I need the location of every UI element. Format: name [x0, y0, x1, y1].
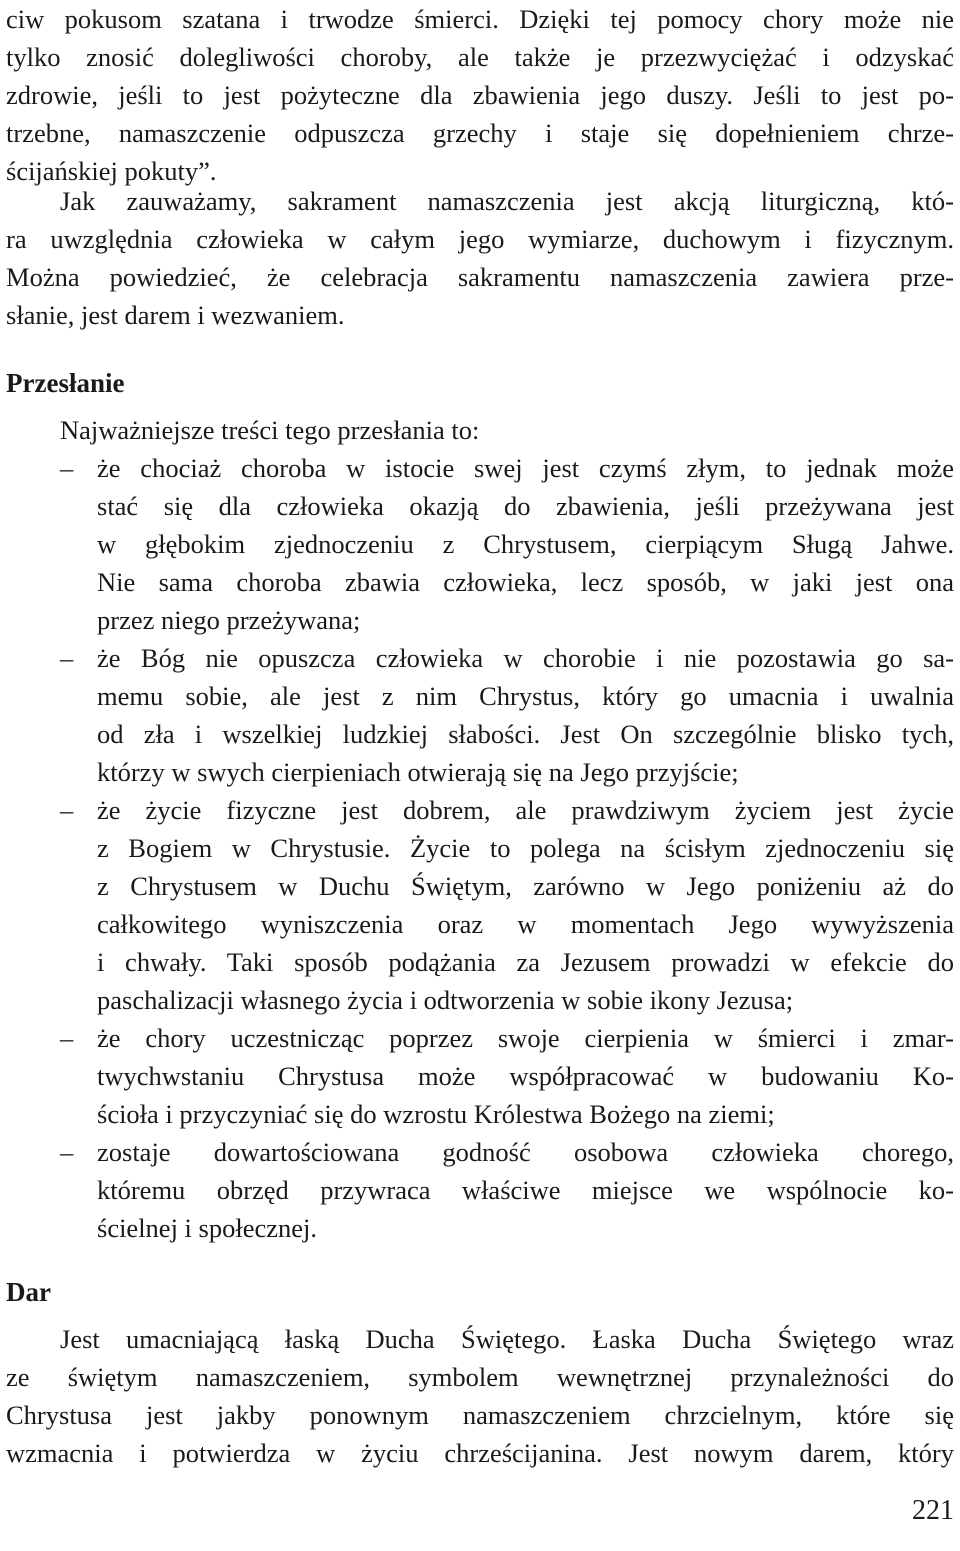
text-line: że Bóg nie opuszcza człowieka w chorobie i nie pozostawia go sa-: [97, 643, 954, 673]
text-line: twychwstaniu Chrystusa może współpracować w budowaniu Ko-: [97, 1061, 954, 1091]
text-line: zostaje dowartościowana godność osobowa człowieka chorego,: [97, 1137, 954, 1167]
list-item: [6, 639, 954, 791]
text-line: że chociaż choroba w istocie swej jest czymś złym, to jednak może: [97, 453, 954, 483]
text-line: słanie, jest darem i wezwaniem.: [6, 300, 345, 330]
list-item: [6, 1133, 954, 1247]
text-line: Jest umacniającą łaską Ducha Świętego. Łaska Ducha Świętego wraz: [60, 1324, 954, 1354]
text-line: ścielnej i społecznej.: [97, 1213, 318, 1243]
text-line: ze świętym namaszczeniem, symbolem wewnętrznej przynależności do: [6, 1362, 954, 1392]
second-paragraph: [6, 182, 954, 334]
text-line: przez niego przeżywana;: [97, 605, 361, 635]
text-line: i chwały. Taki sposób podążania za Jezusem prowadzi w efekcie do: [97, 947, 954, 977]
text-line: z Chrystusem w Duchu Świętym, zarówno w Jego poniżeniu aż do: [97, 871, 954, 901]
text-line: że życie fizyczne jest dobrem, ale prawdziwym życiem jest życie: [97, 795, 954, 825]
text-line: któremu obrzęd przywraca właściwe miejsce we wspólnocie ko-: [97, 1175, 954, 1205]
text-line: od zła i wszelkiej ludzkiej słabości. Jest On szczególnie blisko tych,: [97, 719, 954, 749]
text-line: zdrowie, jeśli to jest pożyteczne dla zbawienia jego duszy. Jeśli to jest po-: [6, 80, 954, 110]
text-line: stać się dla człowieka okazją do zbawienia, jeśli przeżywana jest: [97, 491, 954, 521]
text-line: Nie sama choroba zbawia człowieka, lecz sposób, w jaki jest ona: [97, 567, 954, 597]
text-line: ścijańskiej pokuty”.: [6, 156, 217, 186]
text-line: Chrystusa jest jakby ponownym namaszczeniem chrzcielnym, które się: [6, 1400, 954, 1430]
text-line: Można powiedzieć, że celebracja sakramentu namaszczenia zawiera prze-: [6, 262, 954, 292]
text-line: że chory uczestnicząc poprzez swoje cierpienia w śmierci i zmar-: [97, 1023, 954, 1053]
dash-bullet: –: [60, 1137, 74, 1167]
dar-paragraph: [6, 1320, 954, 1472]
dash-bullet: –: [60, 643, 74, 673]
text-line: memu sobie, ale jest z nim Chrystus, który go umacnia i uwalnia: [97, 681, 954, 711]
text-line: wzmacnia i potwierdza w życiu chrześcijanina. Jest nowym darem, który: [6, 1438, 954, 1468]
list-item: [6, 1019, 954, 1133]
page-number: 221: [912, 1495, 954, 1526]
section-heading-dar: Dar: [6, 1277, 51, 1307]
section-heading-przeslanie: Przesłanie: [6, 368, 125, 398]
text-line: całkowitego wyniszczenia oraz w momentach Jego wywyższenia: [97, 909, 954, 939]
list-item: [6, 791, 954, 1019]
text-line: ścioła i przyczyniać się do wzrostu Królestwa Bożego na ziemi;: [97, 1099, 775, 1129]
dash-bullet: –: [60, 795, 74, 825]
opening-paragraph: [6, 0, 954, 190]
text-line: ciw pokusom szatana i trwodze śmierci. Dzięki tej pomocy chory może nie: [6, 4, 954, 34]
text-line: ra uwzględnia człowieka w całym jego wymiarze, duchowym i fizycznym.: [6, 224, 954, 254]
bullet-list: [6, 449, 954, 1247]
dash-bullet: –: [60, 1023, 74, 1053]
list-item: [6, 449, 954, 639]
dash-bullet: –: [60, 453, 74, 483]
text-line: Jak zauważamy, sakrament namaszczenia jest akcją liturgiczną, któ-: [60, 186, 954, 216]
text-line: w głębokim zjednoczeniu z Chrystusem, cierpiącym Sługą Jahwe.: [97, 529, 954, 559]
section-intro: Najważniejsze treści tego przesłania to:: [60, 415, 480, 445]
text-line: tylko znosić dolegliwości choroby, ale także je przezwyciężać i odzyskać: [6, 42, 954, 72]
text-line: którzy w swych cierpieniach otwierają się na Jego przyjście;: [97, 757, 739, 787]
text-line: trzebne, namaszczenie odpuszcza grzechy i staje się dopełnieniem chrze-: [6, 118, 954, 148]
text-line: z Bogiem w Chrystusie. Życie to polega na ścisłym zjednoczeniu się: [97, 833, 954, 863]
text-line: paschalizacji własnego życia i odtworzenia w sobie ikony Jezusa;: [97, 985, 794, 1015]
